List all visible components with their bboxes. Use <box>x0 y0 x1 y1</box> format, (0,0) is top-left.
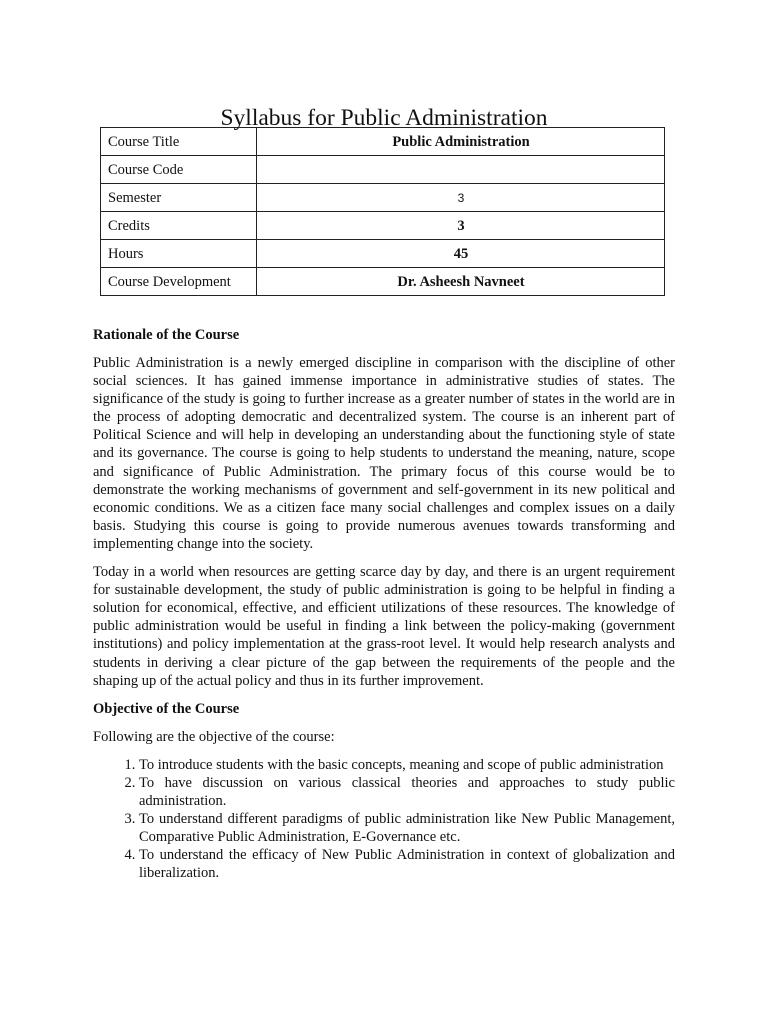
course-info-table <box>100 127 665 296</box>
course-code-label: Course Code <box>101 156 257 184</box>
credits-label: Credits <box>101 212 257 240</box>
document-body <box>93 326 675 882</box>
list-item: 4. To understand the efficacy of New Public Administration in context of globalization and liberalization. <box>139 846 675 882</box>
hours-label: Hours <box>101 240 257 268</box>
table-row <box>101 268 665 296</box>
objective-list <box>93 756 675 883</box>
table-row <box>101 156 665 184</box>
list-item: 3. To understand different paradigms of public administration like New Public Management, Comparative Public Administration, E-Governance etc. <box>139 810 675 846</box>
table-row <box>101 240 665 268</box>
objective-heading: Objective of the Course <box>93 700 240 717</box>
list-item: 1. To introduce students with the basic concepts, meaning and scope of public administration <box>139 756 675 774</box>
rationale-heading: Rationale of the Course <box>93 327 240 343</box>
course-title-label: Course Title <box>101 128 257 156</box>
semester-value: 3 <box>257 184 665 212</box>
table-row <box>101 212 665 240</box>
rationale-paragraph-1: Public Administration is a newly emerged discipline in comparison with the discipline of other social sciences. It has gained immense importance in administrative studies of states. The significance of the study is going to further increase as a greater number of states in the world are in the process of adopting democratic and decentralized system. The course is an inherent part of Political Science and will help in developing an understanding about the functioning style of state and its governance. The course is going to help students to understand the meaning, nature, scope and significance of Public Administration. The primary focus of this course would be to demonstrate the working mechanisms of government and self-government in its new political and economic conditions. We as a citizen face many social challenges and complex issues on a daily basis. Studying this course is going to provide numerous avenues towards transforming and implementing change into the society. <box>93 355 675 552</box>
credits-value: 3 <box>257 212 665 240</box>
semester-label: Semester <box>101 184 257 212</box>
table-row <box>101 184 665 212</box>
table-row <box>101 128 665 156</box>
course-title-value: Public Administration <box>257 128 665 156</box>
course-development-value: Dr. Asheesh Navneet <box>257 268 665 296</box>
course-code-value <box>257 156 665 184</box>
objective-intro: Following are the objective of the course: <box>93 728 335 745</box>
course-development-label: Course Development <box>101 268 257 296</box>
document-title: Syllabus for Public Administration <box>220 104 548 131</box>
rationale-paragraph-2: Today in a world when resources are getting scarce day by day, and there is an urgent requirement for sustainable development, the study of public administration is going to be helpful in finding a solution for economical, effective, and efficient utilizations of these resources. The knowledge of public administration would be useful in finding a link between the policy-making (government institutions) and policy implementation at the grass-root level. It would help research analysts and students in deriving a clear picture of the gap between the requirements of the people and the shaping up of the actual policy and thus in its further improvement. <box>93 564 675 689</box>
list-item: 2. To have discussion on various classical theories and approaches to study public administration. <box>139 774 675 810</box>
hours-value: 45 <box>257 240 665 268</box>
